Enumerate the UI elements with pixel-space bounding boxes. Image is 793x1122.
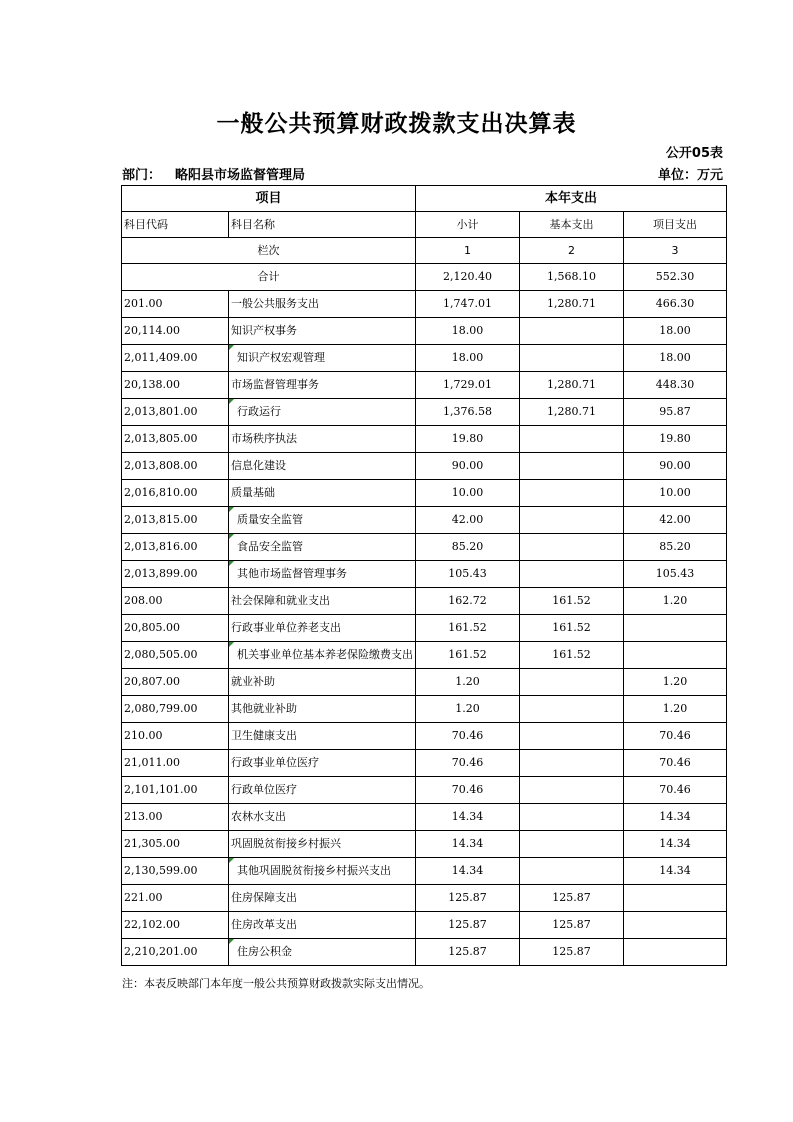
row-name: 质量基础: [229, 480, 416, 507]
department-label: 部门：: [122, 168, 162, 183]
table-row: [122, 534, 727, 561]
row-basic: 125.87: [520, 885, 624, 912]
row-name-text: 食品安全监管: [237, 540, 303, 553]
row-code: 210.00: [122, 723, 229, 750]
row-subtotal: 90.00: [416, 453, 520, 480]
row-name: 农林水支出: [229, 804, 416, 831]
header-name: 科目名称: [229, 212, 416, 238]
row-basic: [520, 480, 624, 507]
row-subtotal: 1.20: [416, 669, 520, 696]
total-label: 合计: [122, 264, 416, 291]
cell-marker-icon: [229, 507, 234, 512]
table-row: [122, 885, 727, 912]
row-basic: [520, 561, 624, 588]
row-project: [624, 912, 727, 939]
table-row: [122, 858, 727, 885]
form-number: 公开05表: [665, 146, 723, 161]
table-row: [122, 588, 727, 615]
row-project: 70.46: [624, 750, 727, 777]
row-basic: 161.52: [520, 615, 624, 642]
row-subtotal: 105.43: [416, 561, 520, 588]
row-subtotal: 1,729.01: [416, 372, 520, 399]
row-name: [229, 858, 416, 885]
column-number-row: [122, 238, 727, 264]
row-code: 20,114.00: [122, 318, 229, 345]
row-subtotal: 1,747.01: [416, 291, 520, 318]
row-subtotal: 125.87: [416, 939, 520, 966]
row-basic: 125.87: [520, 939, 624, 966]
table-row: [122, 345, 727, 372]
row-subtotal: 70.46: [416, 777, 520, 804]
table-row: [122, 912, 727, 939]
table-row: [122, 615, 727, 642]
row-code: 2,080,799.00: [122, 696, 229, 723]
row-subtotal: 14.34: [416, 831, 520, 858]
row-code: 2,210,201.00: [122, 939, 229, 966]
row-name: [229, 345, 416, 372]
row-subtotal: 14.34: [416, 858, 520, 885]
table-row: [122, 804, 727, 831]
row-subtotal: 18.00: [416, 318, 520, 345]
row-project: [624, 642, 727, 669]
row-basic: 125.87: [520, 912, 624, 939]
row-basic: [520, 345, 624, 372]
row-code: 213.00: [122, 804, 229, 831]
row-basic: [520, 426, 624, 453]
footnote: 注：本表反映部门本年度一般公共预算财政拨款实际支出情况。: [122, 977, 430, 990]
row-code: 20,805.00: [122, 615, 229, 642]
row-subtotal: 14.34: [416, 804, 520, 831]
row-basic: [520, 507, 624, 534]
table-row: [122, 399, 727, 426]
page-title: 一般公共预算财政拨款支出决算表: [216, 111, 577, 137]
row-basic: [520, 453, 624, 480]
row-name: 卫生健康支出: [229, 723, 416, 750]
row-subtotal: 85.20: [416, 534, 520, 561]
row-code: 221.00: [122, 885, 229, 912]
table-row: [122, 777, 727, 804]
row-project: [624, 885, 727, 912]
row-basic: 161.52: [520, 642, 624, 669]
row-subtotal: 70.46: [416, 723, 520, 750]
row-code: 208.00: [122, 588, 229, 615]
row-name: 住房保障支出: [229, 885, 416, 912]
row-project: [624, 615, 727, 642]
row-name: 其他就业补助: [229, 696, 416, 723]
table-row: [122, 372, 727, 399]
row-code: 2,011,409.00: [122, 345, 229, 372]
row-basic: [520, 804, 624, 831]
row-basic: [520, 723, 624, 750]
cell-marker-icon: [229, 858, 234, 863]
cell-marker-icon: [229, 939, 234, 944]
table-row: [122, 426, 727, 453]
row-code: 201.00: [122, 291, 229, 318]
total-basic: 1,568.10: [520, 264, 624, 291]
row-basic: [520, 696, 624, 723]
row-name: [229, 399, 416, 426]
row-project: 448.30: [624, 372, 727, 399]
column-number-label: 栏次: [122, 238, 416, 264]
row-subtotal: 70.46: [416, 750, 520, 777]
total-row: [122, 264, 727, 291]
header-project: 项目支出: [624, 212, 727, 238]
row-code: 2,013,816.00: [122, 534, 229, 561]
row-project: 90.00: [624, 453, 727, 480]
row-code: 22,102.00: [122, 912, 229, 939]
header-subtotal: 小计: [416, 212, 520, 238]
header-item: 项目: [122, 186, 416, 212]
header-row-2: [122, 212, 727, 238]
column-number-1: 1: [416, 238, 520, 264]
row-subtotal: 19.80: [416, 426, 520, 453]
row-code: 2,013,815.00: [122, 507, 229, 534]
row-code: 20,138.00: [122, 372, 229, 399]
row-project: 19.80: [624, 426, 727, 453]
row-name-text: 住房公积金: [237, 945, 292, 958]
row-name: 市场秩序执法: [229, 426, 416, 453]
row-name: [229, 507, 416, 534]
row-basic: [520, 858, 624, 885]
row-code: 2,013,808.00: [122, 453, 229, 480]
row-project: 1.20: [624, 669, 727, 696]
row-name: [229, 534, 416, 561]
row-subtotal: 125.87: [416, 912, 520, 939]
row-subtotal: 125.87: [416, 885, 520, 912]
table-row: [122, 480, 727, 507]
department-name: 略阳县市场监督管理局: [175, 168, 306, 183]
row-subtotal: 162.72: [416, 588, 520, 615]
table-row: [122, 696, 727, 723]
row-project: 10.00: [624, 480, 727, 507]
row-basic: 1,280.71: [520, 372, 624, 399]
row-name: 信息化建设: [229, 453, 416, 480]
row-subtotal: 161.52: [416, 615, 520, 642]
row-code: 2,013,805.00: [122, 426, 229, 453]
row-project: 14.34: [624, 858, 727, 885]
row-project: 18.00: [624, 345, 727, 372]
row-project: 466.30: [624, 291, 727, 318]
table-row: [122, 831, 727, 858]
row-project: 42.00: [624, 507, 727, 534]
row-project: 18.00: [624, 318, 727, 345]
row-code: 2,080,505.00: [122, 642, 229, 669]
row-project: [624, 939, 727, 966]
row-name: 住房改革支出: [229, 912, 416, 939]
row-code: 20,807.00: [122, 669, 229, 696]
cell-marker-icon: [229, 642, 234, 647]
unit-label: 单位：万元: [657, 168, 723, 183]
row-code: 2,013,801.00: [122, 399, 229, 426]
row-name-text: 知识产权宏观管理: [237, 351, 325, 364]
row-basic: [520, 831, 624, 858]
total-subtotal: 2,120.40: [416, 264, 520, 291]
row-code: 2,013,899.00: [122, 561, 229, 588]
row-project: 105.43: [624, 561, 727, 588]
row-project: 70.46: [624, 723, 727, 750]
row-project: 95.87: [624, 399, 727, 426]
row-name: 知识产权事务: [229, 318, 416, 345]
cell-marker-icon: [229, 345, 234, 350]
row-subtotal: 18.00: [416, 345, 520, 372]
table-row: [122, 507, 727, 534]
row-project: 14.34: [624, 831, 727, 858]
row-project: 70.46: [624, 777, 727, 804]
row-subtotal: 1.20: [416, 696, 520, 723]
row-basic: [520, 669, 624, 696]
row-basic: [520, 750, 624, 777]
row-name-text: 行政运行: [237, 405, 281, 418]
row-subtotal: 161.52: [416, 642, 520, 669]
row-subtotal: 10.00: [416, 480, 520, 507]
row-project: 1.20: [624, 696, 727, 723]
expenditure-table: [121, 185, 727, 966]
row-project: 85.20: [624, 534, 727, 561]
table-row: [122, 453, 727, 480]
row-code: 2,016,810.00: [122, 480, 229, 507]
total-project: 552.30: [624, 264, 727, 291]
row-subtotal: 1,376.58: [416, 399, 520, 426]
row-project: 1.20: [624, 588, 727, 615]
row-name: 就业补助: [229, 669, 416, 696]
row-name: 市场监督管理事务: [229, 372, 416, 399]
row-name-text: 机关事业单位基本养老保险缴费支出: [237, 648, 413, 661]
cell-marker-icon: [229, 561, 234, 566]
row-name: 巩固脱贫衔接乡村振兴: [229, 831, 416, 858]
row-basic: 1,280.71: [520, 291, 624, 318]
row-name: 行政事业单位医疗: [229, 750, 416, 777]
row-basic: 1,280.71: [520, 399, 624, 426]
row-name-text: 其他市场监督管理事务: [237, 567, 347, 580]
header-row-1: [122, 186, 727, 212]
department-line: [122, 164, 305, 183]
row-name: [229, 939, 416, 966]
header-basic: 基本支出: [520, 212, 624, 238]
row-code: 2,130,599.00: [122, 858, 229, 885]
table-row: [122, 939, 727, 966]
table-row: [122, 669, 727, 696]
cell-marker-icon: [229, 534, 234, 539]
header-code: 科目代码: [122, 212, 229, 238]
row-name: 社会保障和就业支出: [229, 588, 416, 615]
row-code: 21,305.00: [122, 831, 229, 858]
row-name: [229, 642, 416, 669]
row-basic: [520, 534, 624, 561]
row-basic: [520, 318, 624, 345]
table-row: [122, 723, 727, 750]
header-current-year: 本年支出: [416, 186, 727, 212]
row-name: 行政事业单位养老支出: [229, 615, 416, 642]
row-basic: [520, 777, 624, 804]
row-name: 一般公共服务支出: [229, 291, 416, 318]
table-row: [122, 291, 727, 318]
row-name-text: 其他巩固脱贫衔接乡村振兴支出: [237, 864, 391, 877]
table-row: [122, 561, 727, 588]
row-project: 14.34: [624, 804, 727, 831]
cell-marker-icon: [229, 399, 234, 404]
row-subtotal: 42.00: [416, 507, 520, 534]
table-row: [122, 642, 727, 669]
column-number-2: 2: [520, 238, 624, 264]
row-code: 21,011.00: [122, 750, 229, 777]
table-row: [122, 750, 727, 777]
row-name: 行政单位医疗: [229, 777, 416, 804]
row-name-text: 质量安全监管: [237, 513, 303, 526]
row-code: 2,101,101.00: [122, 777, 229, 804]
table-row: [122, 318, 727, 345]
row-name: [229, 561, 416, 588]
row-basic: 161.52: [520, 588, 624, 615]
column-number-3: 3: [624, 238, 727, 264]
